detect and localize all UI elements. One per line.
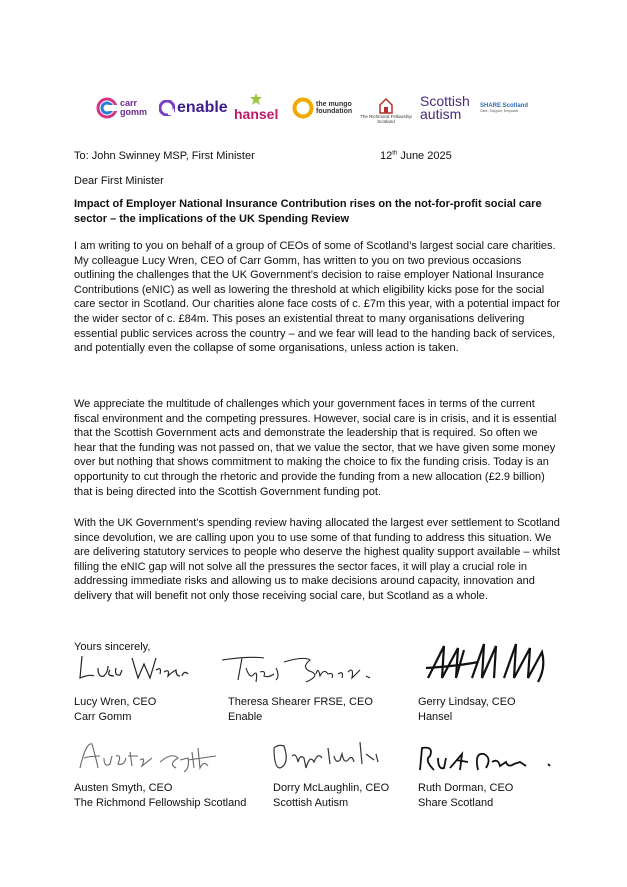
signature-gerry-lindsay bbox=[418, 638, 558, 686]
mungo-ring-icon bbox=[292, 97, 314, 119]
signatory-name: Dorry McLaughlin, CEO bbox=[273, 782, 390, 794]
share-subtitle: Care, Support, Empower bbox=[480, 109, 519, 113]
signatory-name: Lucy Wren, CEO bbox=[74, 696, 157, 708]
date-suffix: th bbox=[392, 150, 398, 157]
signatory-org: Scottish Autism bbox=[273, 796, 349, 809]
signatory-3 bbox=[418, 695, 516, 724]
body-paragraph-3: With the UK Government’s spending review having allocated the largest ever settlement to Scotland since devolution, we are calling upon you to use some of that funding to address this situation. We are delivering statutory services to people who deserve the highest quality support available – whilst filling the eNIC gap will not solve all the pressures the sector faces, it will play a crucial role in addressing immediate risks and allowing us to make decisions around capacity, innovation and delivery that will benefit not only those receiving social care, but Scotland as a whole. bbox=[74, 517, 561, 602]
signatory-4 bbox=[74, 781, 246, 810]
signatory-org: Carr Gomm bbox=[74, 710, 132, 723]
signatory-6 bbox=[418, 781, 513, 810]
date-month-year: June 2025 bbox=[397, 150, 452, 162]
signatory-name: Gerry Lindsay, CEO bbox=[418, 696, 516, 708]
letter-date bbox=[380, 150, 452, 162]
richmond-text: The Richmond Fellowship Scotland bbox=[360, 114, 412, 124]
mungo-foundation-logo bbox=[292, 92, 352, 124]
scottish-autism-logo bbox=[420, 92, 476, 124]
hansel-star-icon bbox=[248, 92, 264, 106]
carr-gomm-text: carr gomm bbox=[120, 98, 147, 117]
signatory-2 bbox=[228, 695, 373, 724]
signatory-org: Share Scotland bbox=[418, 796, 494, 809]
body-paragraph-2: We appreciate the multitude of challenges which your government faces in terms of the current fiscal environment and the competing pressures. However, social care is in crisis, and it is essential that the Scottish Government acts and demonstrate the leadership that is required. So often we hear that the funding was not passed on, that we value the sector, that we have given some money over but nothing that shows commitment to making the choice to fix the funding crisis. Today is an opportunity to cut through the rhetoric and provide the funding from a new allocation (£2.9 billion) that is being directed into the Scottish Government funding pot. bbox=[74, 398, 557, 498]
letter-subject: Impact of Employer National Insurance Contribution rises on the not-for-profit social care sector – the implications of the UK Spending Review bbox=[74, 198, 542, 225]
signature-lucy-wren bbox=[76, 652, 196, 686]
carr-gomm-icon bbox=[96, 97, 118, 119]
signatory-org: Enable bbox=[228, 710, 263, 723]
signatory-name: Austen Smyth, CEO bbox=[74, 782, 173, 794]
signature-ruth-dorman bbox=[416, 742, 566, 776]
hansel-logo bbox=[234, 92, 278, 124]
logo-strip bbox=[96, 92, 536, 124]
share-text: SHARE Scotland bbox=[480, 103, 529, 109]
body-paragraph-1: I am writing to you on behalf of a group of CEOs of some of Scotland’s largest social care charities. My colleague Lucy Wren, CEO of Carr Gomm, has written to you on two previous occasions outlining the challenges that the UK Government’s decision to raise employer National Insurance Contributions (eNIC) as well as lowering the threshold at which eligibility kicks pose for the social care sector in Scotland. Our charities alone face costs of c. £7m this year, with a potential impact for the wider sector of c. £84m. This poses an existential threat to many organisations delivering essential public services across the country – and we fear will lead to the handing back of services, and potentially even the collapse of some organisations, unless action is taken. bbox=[74, 240, 561, 355]
carr-gomm-logo bbox=[96, 92, 148, 124]
salutation: Dear First Minister bbox=[74, 175, 164, 187]
house-icon bbox=[379, 98, 393, 114]
signatory-name: Theresa Shearer FRSE, CEO bbox=[228, 696, 373, 708]
date-day: 12 bbox=[380, 150, 393, 162]
richmond-fellowship-logo bbox=[358, 92, 414, 124]
recipient-line: To: John Swinney MSP, First Minister bbox=[74, 150, 255, 162]
signature-austen-smyth bbox=[76, 738, 226, 774]
share-scotland-logo bbox=[480, 92, 528, 124]
scottish-autism-text: Scottish autism bbox=[420, 93, 470, 122]
signature-dorry-mclaughlin bbox=[270, 734, 390, 774]
enable-logo bbox=[159, 92, 228, 124]
signatory-5 bbox=[273, 781, 389, 810]
hansel-text: hansel bbox=[234, 106, 279, 122]
enable-text: enable bbox=[177, 99, 228, 116]
enable-icon bbox=[159, 100, 175, 116]
signatory-name: Ruth Dorman, CEO bbox=[418, 782, 514, 794]
signatory-org: Hansel bbox=[418, 710, 453, 723]
closing: Yours sincerely, bbox=[74, 641, 151, 653]
mungo-text: the mungo foundation bbox=[316, 101, 353, 115]
signatory-org: The Richmond Fellowship Scotland bbox=[74, 796, 247, 809]
signatory-1 bbox=[74, 695, 156, 724]
signature-theresa-shearer bbox=[220, 652, 380, 688]
